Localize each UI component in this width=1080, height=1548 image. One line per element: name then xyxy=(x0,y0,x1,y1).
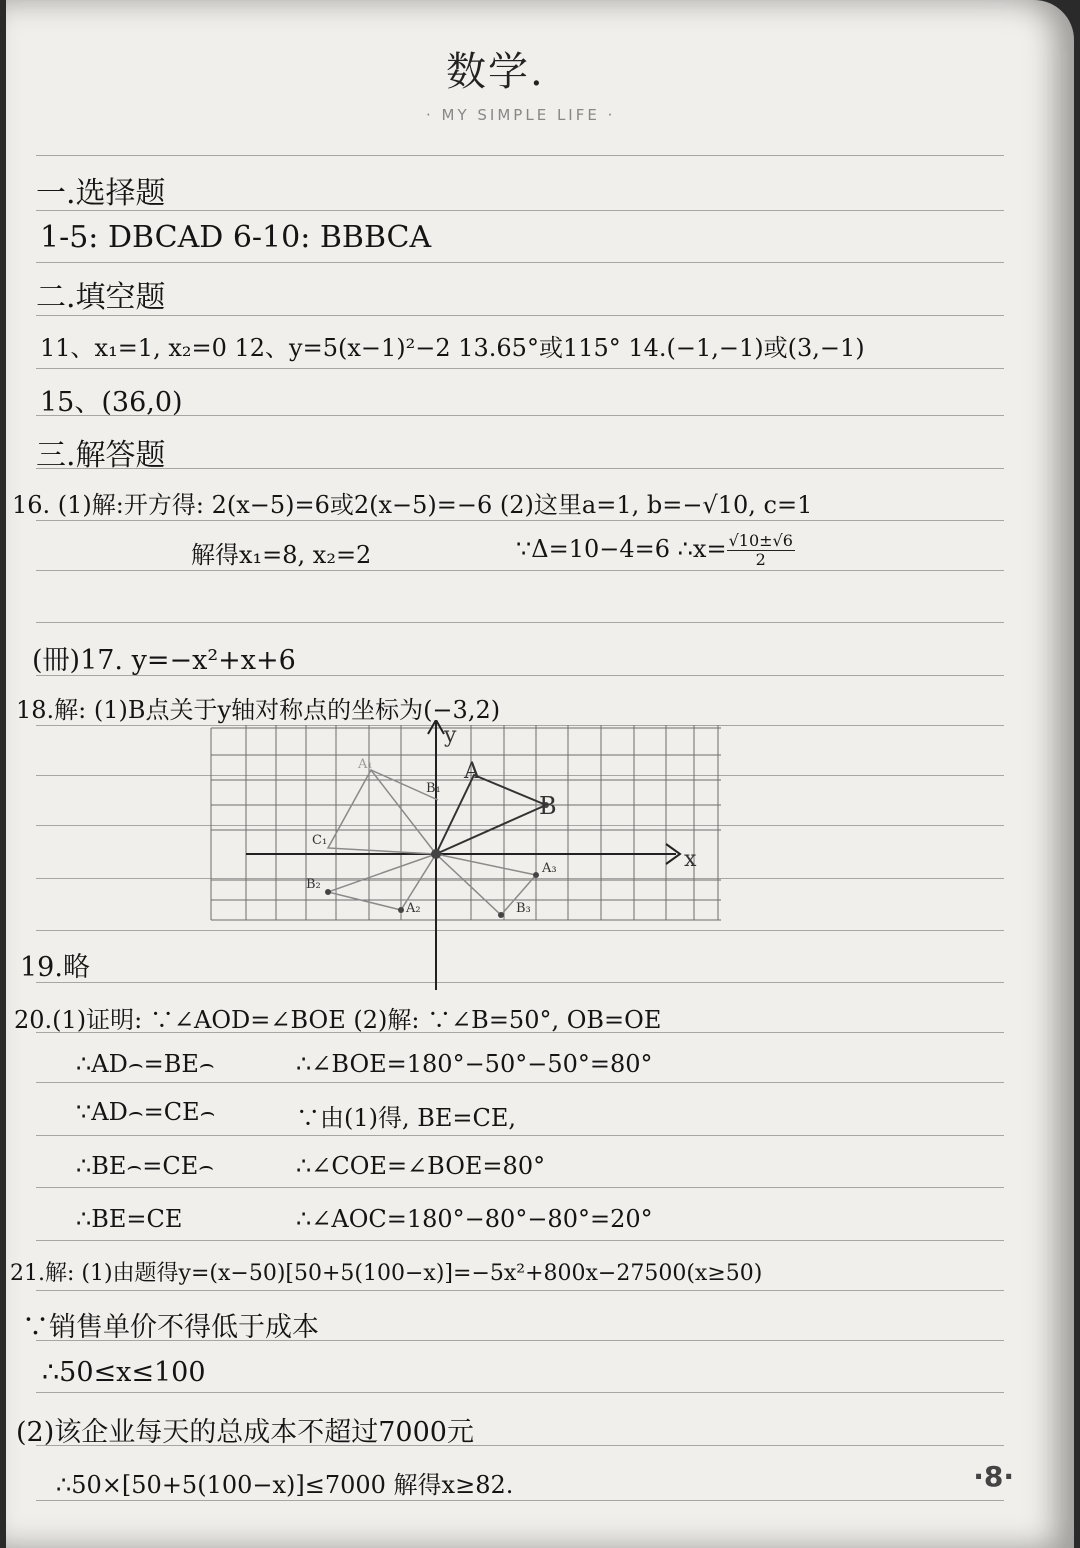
point-A3-label: A₃ xyxy=(542,861,557,876)
q16-line-2: 解得x₁=8, x₂=2 xyxy=(191,541,372,569)
point-B2-label: B₂ xyxy=(306,877,321,892)
q20-line-4-right: ∴∠COE=∠BOE=80° xyxy=(296,1152,546,1180)
q16-discriminant: ∵Δ=10−4=6 ∴x= xyxy=(516,535,727,563)
answers-fill-2: 15、(36,0) xyxy=(40,387,183,418)
answers-multiple-choice: 1-5: DBCAD 6-10: BBBCA xyxy=(40,220,432,255)
q17-line: (冊)17. y=−x²+x+6 xyxy=(32,645,296,676)
point-B-label: B xyxy=(539,792,557,820)
q16-line-1: 16. (1)解:开方得: 2(x−5)=6或2(x−5)=−6 (2)这里a=1, b=−√10, c=1 xyxy=(12,491,813,519)
ruled-line xyxy=(36,368,1004,369)
q16-fraction xyxy=(727,532,795,569)
q16-line-3 xyxy=(516,532,795,569)
ruled-line xyxy=(36,210,1004,211)
ruled-line xyxy=(36,262,1004,263)
ruled-line xyxy=(36,1240,1004,1241)
q20-line-2-left: ∴AD⌢=BE⌢ xyxy=(76,1050,215,1078)
page-number: ·8· xyxy=(973,1460,1014,1493)
q20-line-3-left: ∵AD⌢=CE⌢ xyxy=(76,1098,216,1126)
fraction-denominator: 2 xyxy=(755,550,766,569)
point-A1-label: A₁ xyxy=(358,757,373,772)
ruled-line xyxy=(36,1135,1004,1136)
ruled-line xyxy=(36,1500,1004,1501)
q20-line-4-left: ∴BE⌢=CE⌢ xyxy=(76,1152,215,1180)
ruled-line xyxy=(36,315,1004,316)
q20-line-3-right: ∵由(1)得, BE=CE, xyxy=(296,1104,517,1132)
point-A-label: A xyxy=(464,759,480,784)
page-title: 数学. xyxy=(446,49,545,95)
q21-line-3: ∴50≤x≤100 xyxy=(42,1357,206,1388)
section-heading-choice: 一.选择题 xyxy=(36,176,166,211)
ruled-line xyxy=(36,1082,1004,1083)
notebook-page xyxy=(6,0,1074,1548)
fraction-numerator: √10±√6 xyxy=(728,531,793,550)
point-B3-label: B₃ xyxy=(516,901,531,916)
answers-fill-1: 11、x₁=1, x₂=0 12、y=5(x−1)²−2 13.65°或115° 14.(−1,−1)或(3,−1) xyxy=(40,334,865,362)
q18-line: 18.解: (1)B点关于y轴对称点的坐标为(−3,2) xyxy=(16,696,501,724)
coordinate-grid-diagram xyxy=(206,720,736,1000)
ruled-line xyxy=(36,520,1004,521)
q20-line-5-left: ∴BE=CE xyxy=(76,1205,183,1233)
ruled-line xyxy=(36,622,1004,623)
point-A2-label: A₂ xyxy=(406,901,421,916)
ruled-line xyxy=(36,1290,1004,1291)
q20-line-5-right: ∴∠AOC=180°−80°−80°=20° xyxy=(296,1205,653,1233)
ruled-line xyxy=(36,1187,1004,1188)
x-axis-label: x xyxy=(684,847,697,872)
y-axis-label: y xyxy=(444,723,457,748)
ruled-line xyxy=(36,155,1004,156)
q21-line-4: (2)该企业每天的总成本不超过7000元 xyxy=(16,1417,474,1448)
q21-line-2: ∵销售单价不得低于成本 xyxy=(22,1312,319,1343)
ruled-line xyxy=(36,468,1004,469)
q20-line-2-right: ∴∠BOE=180°−50°−50°=80° xyxy=(296,1050,653,1078)
q21-line-5: ∴50×[50+5(100−x)]≤7000 解得x≥82. xyxy=(56,1471,514,1499)
point-C1-label: C₁ xyxy=(312,833,328,848)
section-heading-fill: 二.填空题 xyxy=(36,280,166,315)
q20-line-1: 20.(1)证明: ∵∠AOD=∠BOE (2)解: ∵∠B=50°, OB=OE xyxy=(14,1006,662,1034)
ruled-line xyxy=(36,1392,1004,1393)
q19-line: 19.略 xyxy=(20,952,90,983)
page-subtitle: · MY SIMPLE LIFE · xyxy=(426,106,616,124)
q21-line-1: 21.解: (1)由题得y=(x−50)[50+5(100−x)]=−5x²+800x−27500(x≥50) xyxy=(10,1261,763,1286)
section-heading-solve: 三.解答题 xyxy=(36,438,166,473)
point-B1-label: B₁ xyxy=(426,781,441,796)
ruled-line xyxy=(36,570,1004,571)
